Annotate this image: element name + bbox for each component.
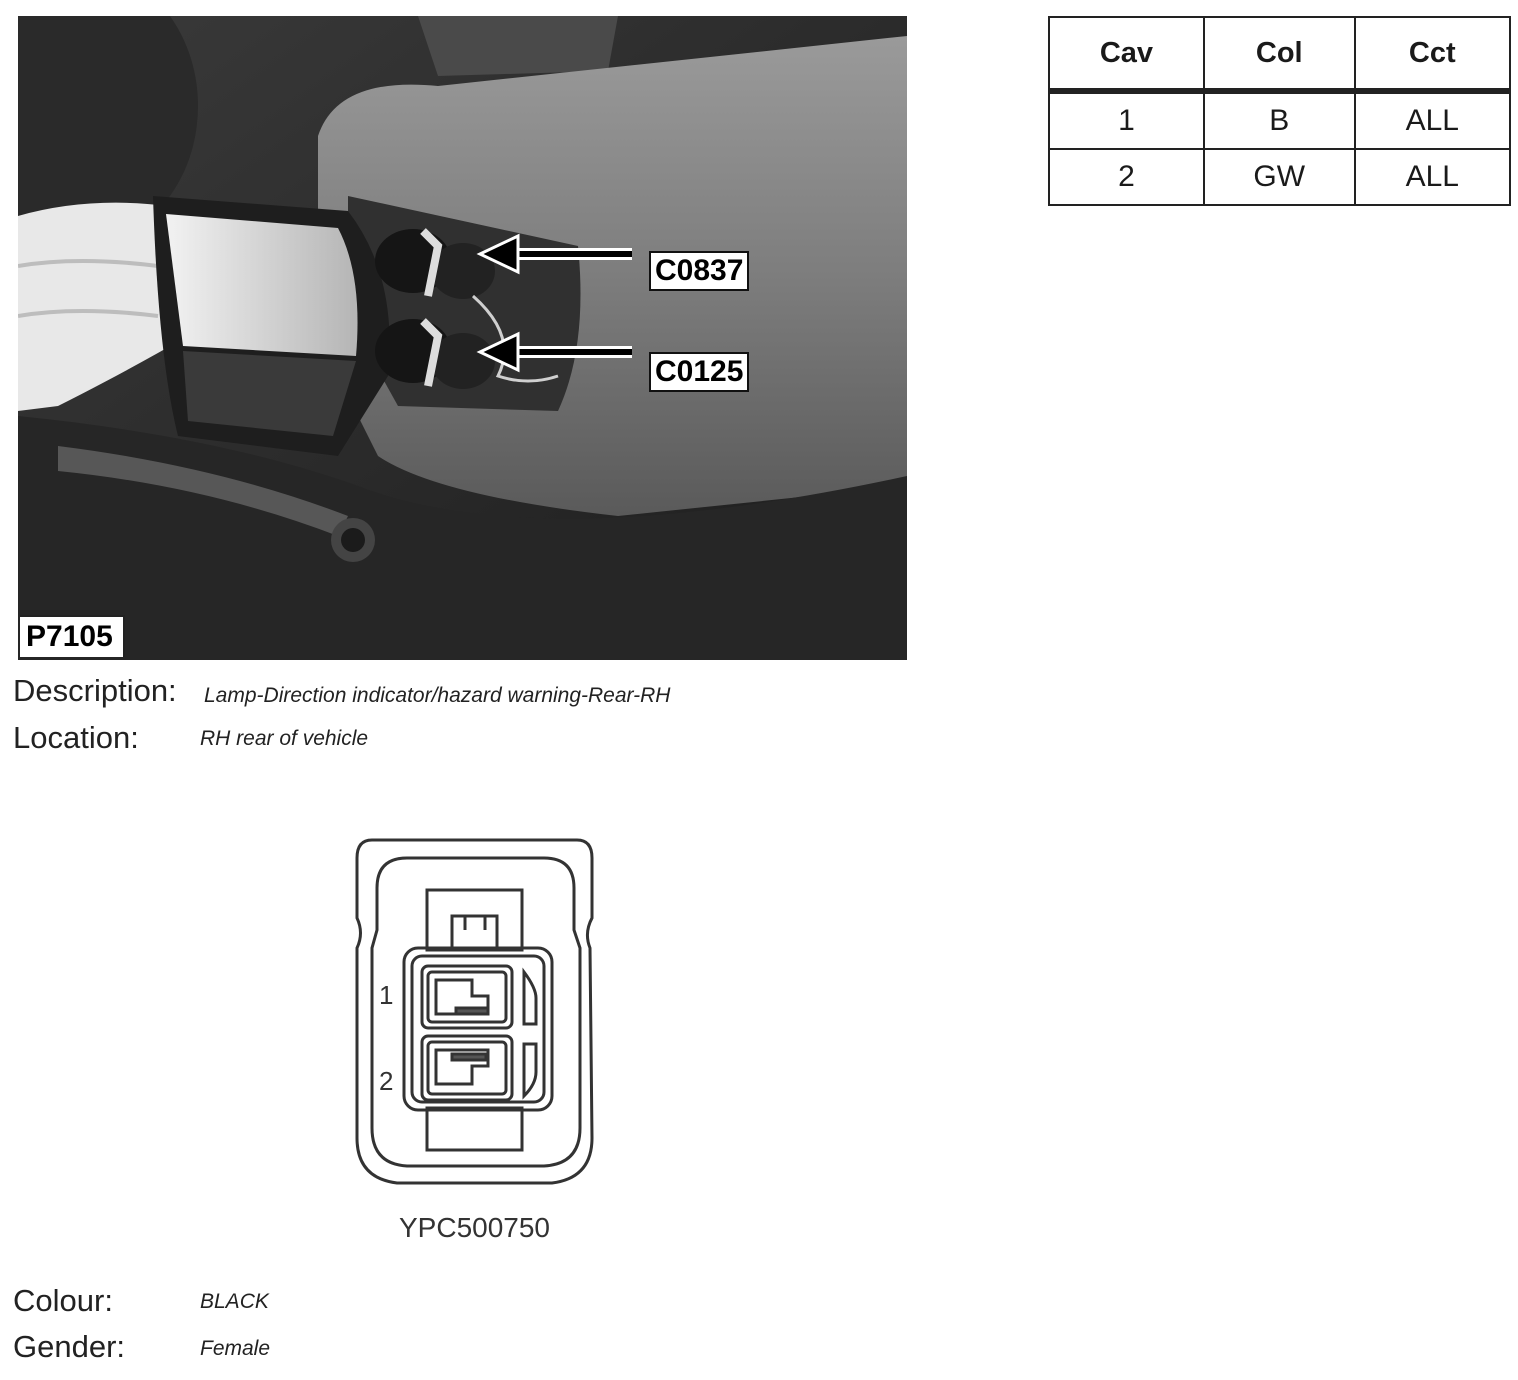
cell-cct: ALL [1355,91,1510,149]
pin-label-2: 2 [379,1066,394,1096]
connector-location-photo [18,16,907,660]
cell-cav: 1 [1049,91,1204,149]
pin-table [1048,16,1511,196]
cell-cav: 2 [1049,149,1204,205]
header-cav: Cav [1049,17,1204,91]
table-row [1049,91,1510,149]
callout-c0125: C0125 [649,352,749,392]
description-value: Lamp-Direction indicator/hazard warning-Rear-RH [204,684,671,707]
description-label: Description: [13,673,177,708]
table-header-row [1049,17,1510,91]
colour-value: BLACK [200,1290,269,1313]
cell-col: GW [1204,149,1355,205]
location-label: Location: [13,720,139,755]
cell-cct: ALL [1355,149,1510,205]
header-cct: Cct [1355,17,1510,91]
callout-c0837: C0837 [649,251,749,291]
vehicle-photo-image [18,16,907,660]
cell-col: B [1204,91,1355,149]
connector-part-number: YPC500750 [399,1212,551,1243]
pin-label-1: 1 [379,980,394,1010]
gender-label: Gender: [13,1329,126,1364]
gender-value: Female [200,1337,271,1360]
header-col: Col [1204,17,1355,91]
photo-id-label: P7105 [20,615,125,657]
colour-label: Colour: [13,1283,113,1318]
table-row [1049,149,1510,205]
connector-face-diagram [352,838,602,1193]
location-value: RH rear of vehicle [200,727,369,750]
